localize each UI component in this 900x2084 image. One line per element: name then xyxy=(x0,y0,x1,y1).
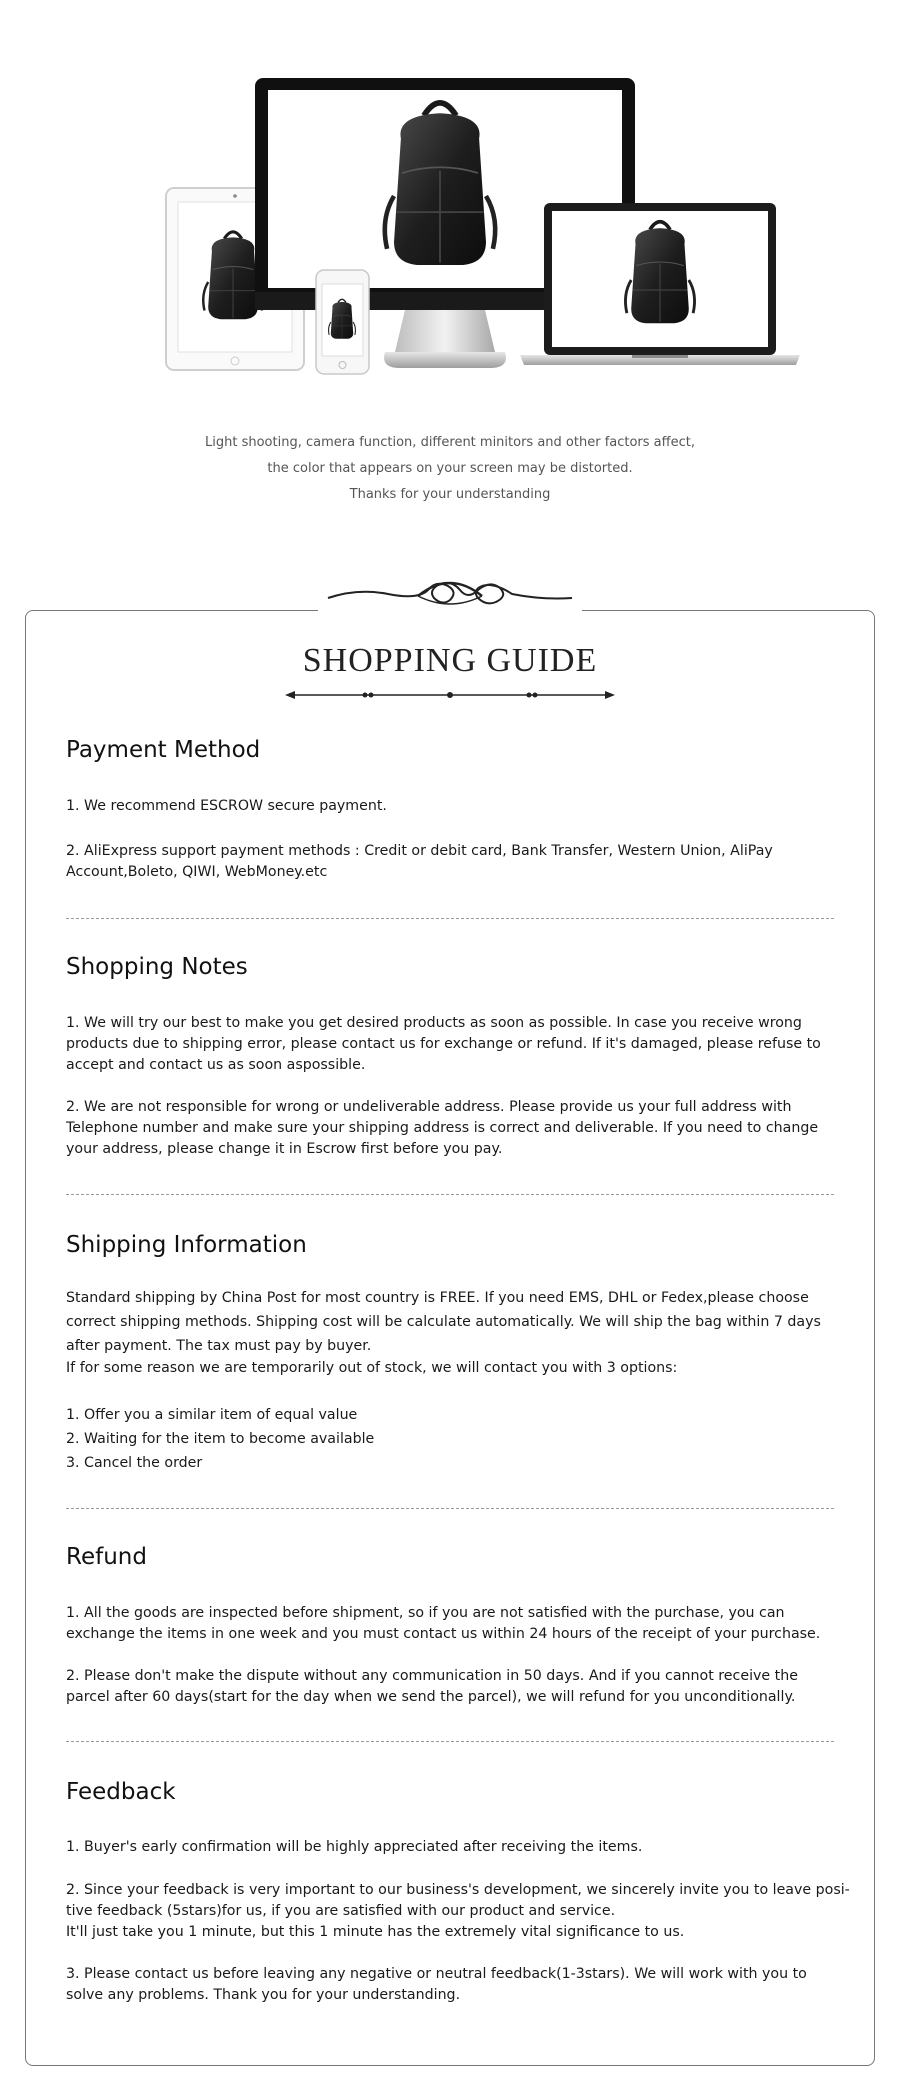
refund-item-2: 2. Please don't make the dispute without any communication in 50 days. And if you cannot receive the parcel after 60 days(start for the day when we send the parcel), we will refund for you unconditionally. xyxy=(66,1668,798,1705)
color-disclaimer xyxy=(0,430,900,508)
section-divider xyxy=(66,1508,834,1509)
payment-method-heading: Payment Method xyxy=(66,737,261,763)
payment-item-2: 2. AliExpress support payment methods : Credit or debit card, Bank Transfer, Western Union, AliPay Account,Boleto, QIWI, WebMoney.etc xyxy=(66,843,773,880)
feedback-item-2-line-2: tive feedback (5stars)for us, if you are satisfied with our product and service. xyxy=(66,1903,616,1919)
notes-item-1: 1. We will try our best to make you get desired products as soon as possible. In case you receive wrong products due to shipping error, please contact us for exchange or refund. If it's damaged, please refuse to accept and contact us as soon aspossible. xyxy=(66,1015,821,1073)
shipping-option-1: 1. Offer you a similar item of equal value xyxy=(66,1407,358,1423)
device-showcase-image xyxy=(0,0,900,400)
refund-item-1: 1. All the goods are inspected before shipment, so if you are not satisfied with the purchase, you can exchange the items in one week and you must contact us within 24 hours of the receipt of your purchase. xyxy=(66,1605,821,1642)
disclaimer-line-1: Light shooting, camera function, different minitors and other factors affect, xyxy=(205,435,695,450)
devices-illustration xyxy=(0,0,900,400)
shopping-notes-heading: Shopping Notes xyxy=(66,954,248,980)
section-divider xyxy=(66,918,834,919)
shipping-information-heading: Shipping Information xyxy=(66,1232,307,1258)
feedback-item-2-line-1: 2. Since your feedback is very important to our business's development, we sincerely invite you to leave posi- xyxy=(66,1882,850,1898)
shopping-guide-title: SHOPPING GUIDE xyxy=(302,642,598,679)
feedback-item-1: 1. Buyer's early confirmation will be highly appreciated after receiving the items. xyxy=(66,1839,643,1855)
feedback-item-3: 3. Please contact us before leaving any negative or neutral feedback(1-3stars). We will work with you to solve any problems. Thank you for your understanding. xyxy=(66,1966,807,2003)
feedback-item-2-line-3: It'll just take you 1 minute, but this 1 minute has the extremely vital significance to us. xyxy=(66,1924,685,1940)
feedback-heading: Feedback xyxy=(66,1779,176,1805)
flourish-ornament xyxy=(318,568,582,618)
section-divider xyxy=(66,1194,834,1195)
flourish-ornament-icon xyxy=(318,568,582,618)
shipping-option-2: 2. Waiting for the item to become available xyxy=(66,1431,375,1447)
notes-item-2: 2. We are not responsible for wrong or undeliverable address. Please provide us your full address with Telephone number and make sure your shipping address is correct and deliverable. If you need to change your address, please change it in Escrow first before you pay. xyxy=(66,1099,819,1157)
title-divider-rule xyxy=(285,688,615,702)
shipping-stock-note: If for some reason we are temporarily out of stock, we will contact you with 3 options: xyxy=(66,1360,678,1376)
shipping-option-3: 3. Cancel the order xyxy=(66,1455,203,1471)
disclaimer-line-3: Thanks for your understanding xyxy=(349,487,551,502)
refund-heading: Refund xyxy=(66,1544,147,1570)
payment-item-1: 1. We recommend ESCROW secure payment. xyxy=(66,798,387,814)
disclaimer-line-2: the color that appears on your screen may be distorted. xyxy=(267,461,633,476)
section-divider xyxy=(66,1741,834,1742)
shipping-paragraph: Standard shipping by China Post for most country is FREE. If you need EMS, DHL or Fedex,please choose correct shipping methods. Shipping cost will be calculate automatically. We will ship the bag within 7 days after payment. The tax must pay by buyer. xyxy=(66,1290,821,1354)
